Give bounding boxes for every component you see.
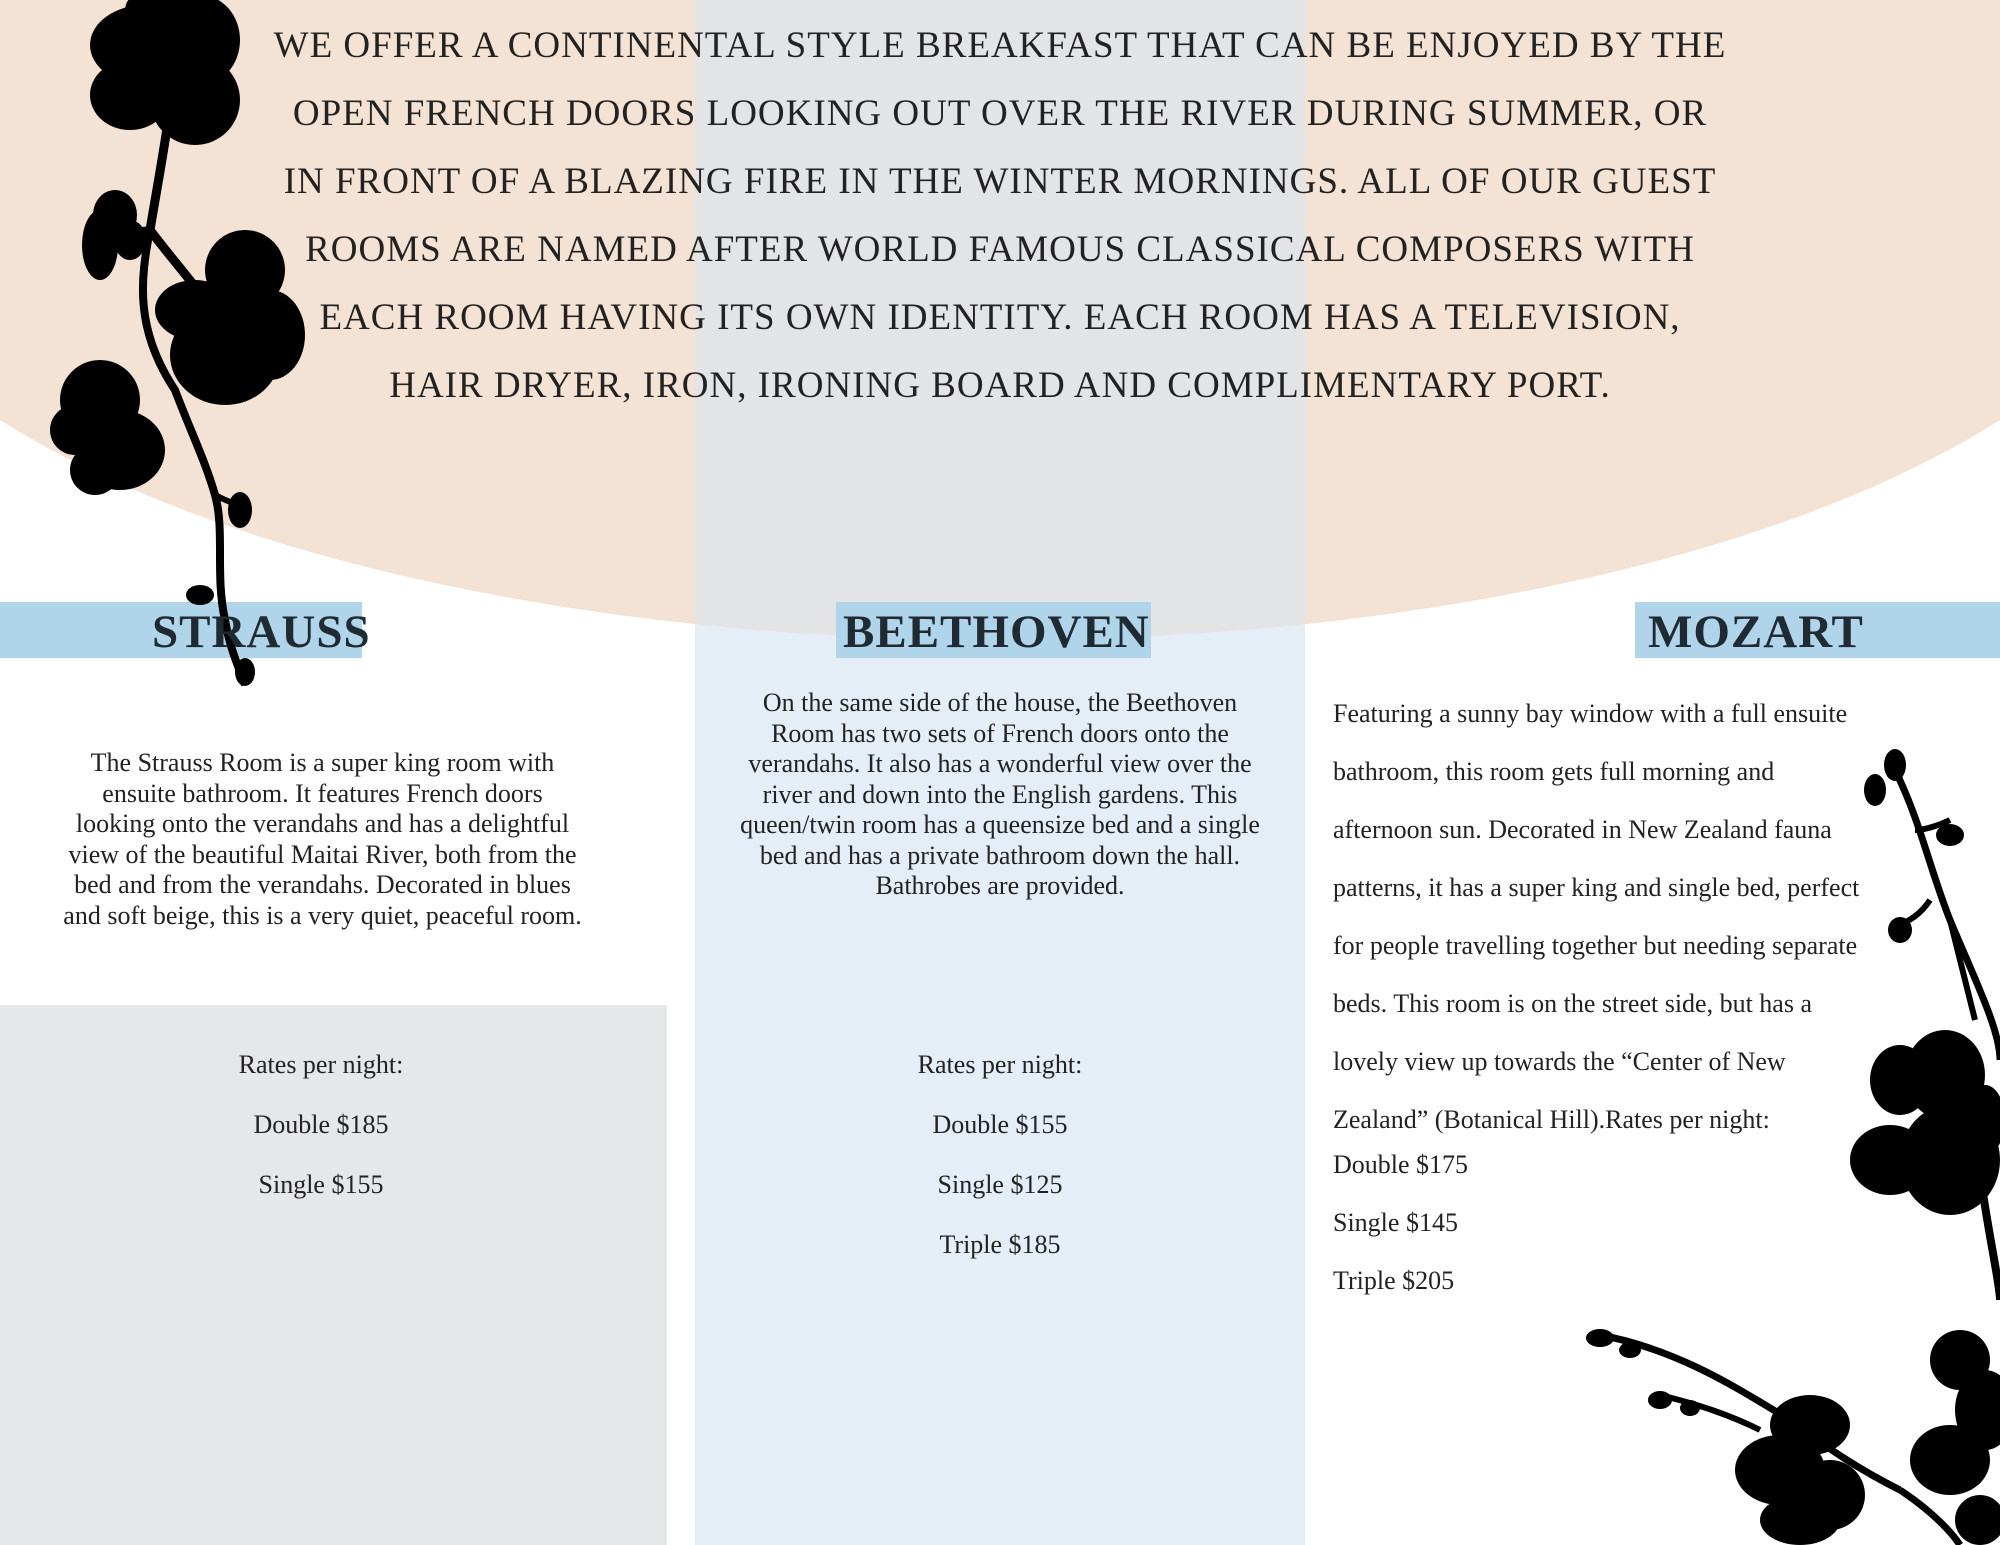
- rates-panel-left: [0, 1005, 667, 1545]
- rate-beethoven-triple: Triple $185: [939, 1230, 1061, 1259]
- rate-mozart-single: Single $145: [1333, 1208, 1458, 1237]
- rate-strauss-single: Single $155: [258, 1170, 384, 1199]
- rates-label-beethoven: Rates per night:: [917, 1050, 1083, 1079]
- rate-beethoven-single: Single $125: [937, 1170, 1063, 1199]
- rate-mozart-double: Double $175: [1333, 1150, 1469, 1179]
- rates-label-strauss: Rates per night:: [238, 1050, 404, 1079]
- rate-mozart-triple: Triple $205: [1333, 1266, 1455, 1295]
- room-title-mozart: MOZART: [1648, 606, 1864, 658]
- room-title-beethoven: BEETHOVEN: [843, 606, 1150, 658]
- room-title-strauss: STRAUSS: [152, 606, 371, 658]
- intro-paragraph: WE OFFER A CONTINENTAL STYLE BREAKFAST THAT CAN BE ENJOYED BY THE OPEN FRENCH DOORS LOOKING OUT OVER THE RIVER DURING SUMMER, OR IN FRONT OF A BLAZING FIRE IN THE WINTER MORNINGS. ALL OF OUR GUEST ROOMS ARE NAMED AFTER WORLD FAMOUS CLASSICAL COMPOSERS WITH EACH ROOM HAVING ITS OWN IDENTITY. EACH ROOM HAS A TELEVISION, HAIR DRYER, IRON, IRONING BOARD AND COMPLIMENTARY PORT.: [273, 25, 1727, 406]
- room-description-strauss: The Strauss Room is a super king room with ensuite bathroom. It features French doors looking onto the verandahs and has a delightful view of the beautiful Maitai River, both from the bed and from the verandahs. Decorated in blues and soft beige, this is a very quiet, peaceful room.: [63, 748, 582, 930]
- rate-strauss-double: Double $185: [253, 1110, 389, 1139]
- rate-beethoven-double: Double $155: [932, 1110, 1068, 1139]
- room-description-beethoven: On the same side of the house, the Beethoven Room has two sets of French doors onto the verandahs. It also has a wonderful view over the river and down into the English gardens. This queen/twin room has a queensize bed and a single bed and has a private bathroom down the hall. Bathrobes are provided.: [740, 688, 1260, 900]
- room-description-mozart: Featuring a sunny bay window with a full ensuite bathroom, this room gets full morning and afternoon sun. Decorated in New Zealand fauna patterns, it has a super king and single bed, perfect for people travelling together but needing separate beds. This room is on the street side, but has a lovely view up towards the “Center of New Zealand” (Botanical Hill).Rates per night:: [1333, 699, 1860, 1134]
